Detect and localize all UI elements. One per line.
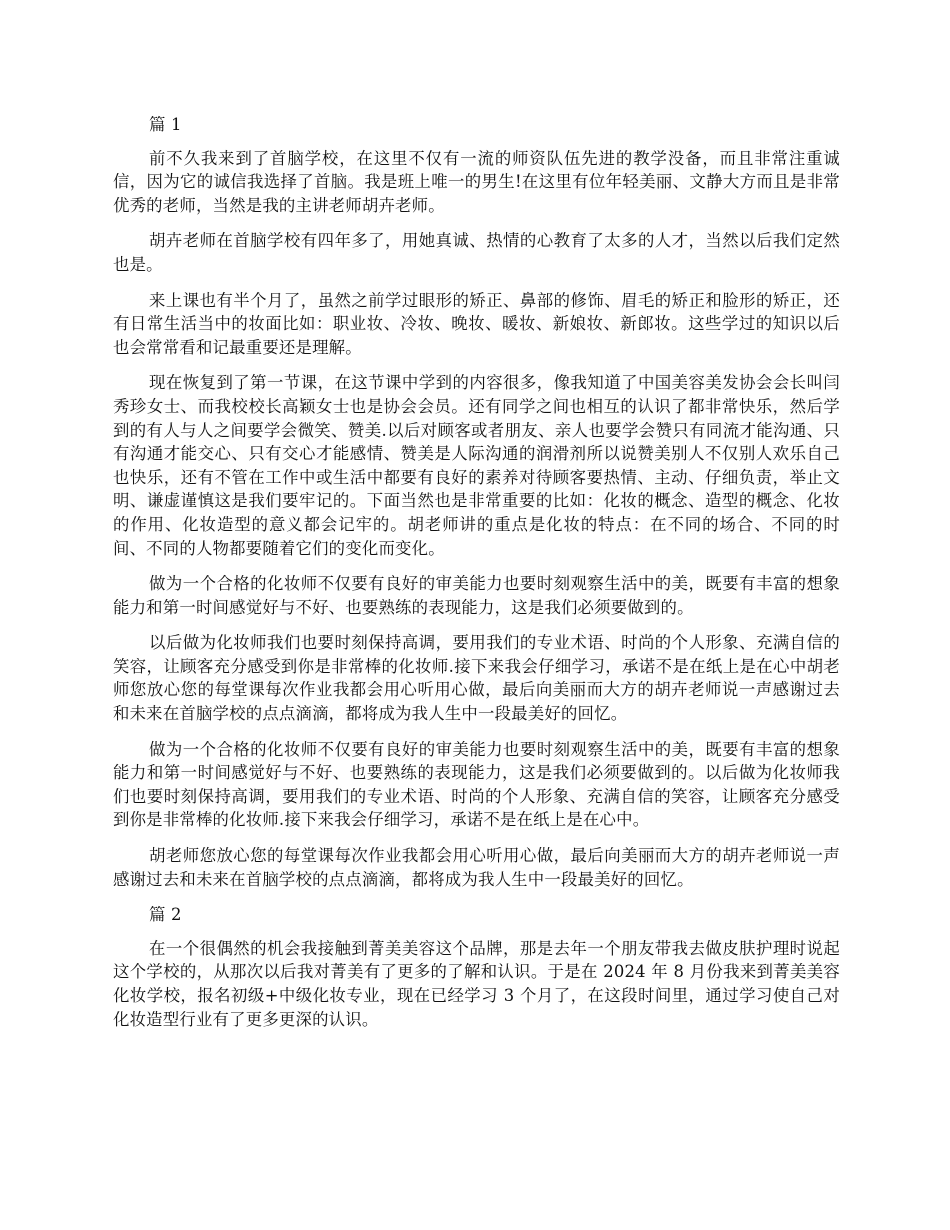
section-heading: 篇 1 xyxy=(149,115,182,134)
paragraph: 前不久我来到了首脑学校，在这里不仅有一流的师资队伍先进的教学没备，而且非常注重诚信，因为它的诚信我选择了首脑。我是班上唯一的男生!在这里有位年轻美丽、文静大方而且是非常优秀的老师，当然是我的主讲老师胡卉老师。 xyxy=(113,148,840,215)
paragraph: 现在恢复到了第一节课，在这节课中学到的内容很多，像我知道了中国美容美发协会会长叫闫秀珍女士、而我校校长高颖女士也是协会会员。还有同学之间也相互的认识了都非常快乐，然后学到的有人与人之间要学会微笑、赞美.以后对顾客或者朋友、亲人也要学会赞只有同流才能沟通、只有沟通才能交心、只有交心才能感情、赞美是人际沟通的润滑剂所以说赞美别人不仅别人欢乐自己也快乐，还有不管在工作中或生活中都要有良好的素养对待顾客要热情、主动、仔细负责，举止文明、谦虚谨慎这是我们要牢记的。下面当然也是非常重要的比如：化妆的概念、造型的概念、化妆的作用、化妆造型的意义都会记牢的。胡老师讲的重点是化妆的特点：在不同的场合、不同的时间、不同的人物都要随着它们的变化而变化。 xyxy=(113,373,840,558)
paragraph: 胡卉老师在首脑学校有四年多了，用她真诚、热情的心教育了太多的人才，当然以后我们定然也是。 xyxy=(113,231,840,274)
paragraph: 做为一个合格的化妆师不仅要有良好的审美能力也要时刻观察生活中的美，既要有丰富的想象能力和第一时间感觉好与不好、也要熟练的表现能力，这是我们必须要做到的。以后做为化妆师我们也要时刻保持高调，要用我们的专业术语、时尚的个人形象、充满自信的笑容，让顾客充分感受到你是非常棒的化妆师.接下来我会仔细学习，承诺不是在纸上是在心中。 xyxy=(113,739,840,830)
paragraph: 在一个很偶然的机会我接触到菁美美容这个品牌，那是去年一个朋友带我去做皮肤护理时说起这个学校的，从那次以后我对菁美有了更多的了解和认识。于是在 2024 年 8 月份我来到菁美美容化妆学校，报名初级+中级化妆专业，现在已经学习 3 个月了，在这段时间里，通过学习使自己对化妆造型行业有了更多更深的认识。 xyxy=(113,938,840,1029)
document-page xyxy=(113,113,840,1043)
section-heading: 篇 2 xyxy=(149,905,182,925)
paragraph: 以后做为化妆师我们也要时刻保持高调，要用我们的专业术语、时尚的个人形象、充满自信的笑容，让顾客充分感受到你是非常棒的化妆师.接下来我会仔细学习，承诺不是在纸上是在心中胡老师您放心您的每堂课每次作业我都会用心听用心做，最后向美丽而大方的胡卉老师说一声感谢过去和未来在首脑学校的点点滴滴，都将成为我人生中一段最美好的回忆。 xyxy=(113,633,840,724)
paragraph: 做为一个合格的化妆师不仅要有良好的审美能力也要时刻观察生活中的美，既要有丰富的想象能力和第一时间感觉好与不好、也要熟练的表现能力，这是我们必须要做到的。 xyxy=(113,574,840,617)
paragraph: 胡老师您放心您的每堂课每次作业我都会用心听用心做，最后向美丽而大方的胡卉老师说一声感谢过去和未来在首脑学校的点点滴滴，都将成为我人生中一段最美好的回忆。 xyxy=(113,846,840,889)
paragraph: 来上课也有半个月了，虽然之前学过眼形的矫正、鼻部的修饰、眉毛的矫正和脸形的矫正，还有日常生活当中的妆面比如：职业妆、冷妆、晚妆、暖妆、新娘妆、新郎妆。这些学过的知识以后也会常常看和记最重要还是理解。 xyxy=(113,290,840,357)
